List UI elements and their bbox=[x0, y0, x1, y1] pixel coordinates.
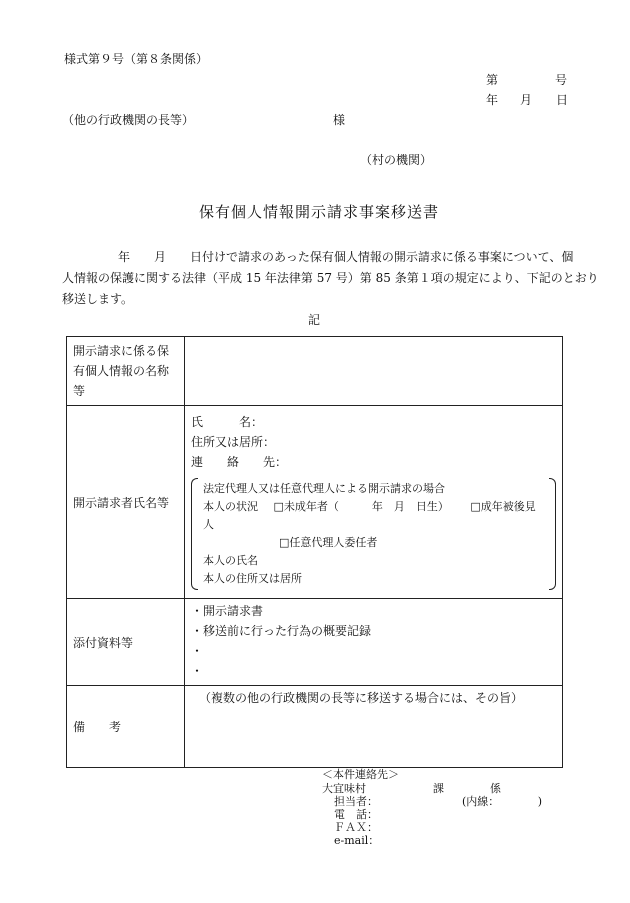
label-info-name-line2: 有個人情報の名称 bbox=[73, 364, 170, 378]
date-month: 月 bbox=[520, 93, 533, 107]
label-info-name-line3: 等 bbox=[73, 384, 86, 398]
attachment-item: ・移送前に行った行為の概要記録 bbox=[191, 624, 372, 638]
label-remarks bbox=[67, 686, 185, 768]
principal-status-row bbox=[203, 498, 546, 534]
value-remarks bbox=[185, 686, 563, 768]
table-row-requester bbox=[67, 406, 563, 599]
table-row-info-name bbox=[67, 337, 563, 406]
agent-heading: 法定代理人又は任意代理人による開示請求の場合 bbox=[203, 482, 445, 495]
value-attachments bbox=[185, 599, 563, 686]
contact-extension: (内線： ) bbox=[462, 795, 543, 808]
principal-address-field: 本人の住所又は居所 bbox=[203, 572, 302, 585]
label-requester-text: 開示請求者氏名等 bbox=[73, 495, 170, 510]
value-requester bbox=[185, 406, 563, 599]
body-line-1: 年 月 日付けで請求のあった保有個人情報の開示請求に係る事案について、個 bbox=[118, 250, 574, 264]
remarks-note: （複数の他の行政機関の長等に移送する場合には、その旨） bbox=[199, 691, 524, 705]
date-year: 年 bbox=[486, 93, 499, 107]
proxy-principal-checkbox[interactable]: □任意代理人委任者 bbox=[279, 536, 378, 549]
adult-ward-checkbox[interactable]: □成年被後見人 bbox=[203, 500, 536, 531]
contact-tel: 電 話： bbox=[334, 808, 378, 821]
requester-address-field: 住所又は居所： bbox=[191, 435, 276, 449]
requester-name-field: 氏 名： bbox=[191, 415, 264, 429]
document-number-prefix: 第 bbox=[486, 73, 499, 87]
table-row-remarks bbox=[67, 686, 563, 768]
contact-org: 大宜味村 bbox=[322, 782, 366, 795]
body-line-2: 人情報の保護に関する法律（平成 15 年法律第 57 号）第 85 条第１項の規定により、下記のとおり bbox=[62, 271, 599, 285]
minor-checkbox[interactable]: □未成年者（ 年 月 日生） bbox=[273, 500, 449, 513]
label-info-name bbox=[67, 337, 185, 406]
table-row-attachments bbox=[67, 599, 563, 686]
agent-bracket bbox=[191, 478, 556, 590]
document-title: 保有個人情報開示請求事案移送書 bbox=[199, 203, 440, 221]
addressee: （他の行政機関の長等） bbox=[62, 113, 195, 127]
principal-name-field: 本人の氏名 bbox=[203, 554, 258, 567]
ki-heading: 記 bbox=[308, 313, 321, 327]
label-requester bbox=[67, 406, 185, 599]
status-label: 本人の状況 bbox=[203, 500, 258, 513]
contact-team: 係 bbox=[490, 782, 501, 795]
form-number: 様式第９号（第８条関係） bbox=[64, 52, 209, 66]
sender: （村の機関） bbox=[360, 153, 433, 167]
attachment-item: ・開示請求書 bbox=[191, 604, 264, 618]
date-day: 日 bbox=[556, 93, 569, 107]
label-remarks-text: 備 考 bbox=[73, 720, 122, 734]
bracket-left bbox=[191, 478, 198, 590]
document-number-suffix: 号 bbox=[555, 73, 568, 87]
attachment-item: ・ bbox=[191, 664, 204, 678]
contact-email: e-mail： bbox=[334, 834, 380, 847]
label-info-name-line1: 開示請求に係る保 bbox=[73, 344, 170, 358]
value-info-name bbox=[185, 337, 563, 406]
bracket-right bbox=[549, 478, 556, 590]
body-line-3: 移送します。 bbox=[62, 292, 134, 306]
label-attachments-text: 添付資料等 bbox=[73, 635, 134, 650]
contact-fax: ＦＡＸ： bbox=[334, 821, 378, 834]
attachment-item: ・ bbox=[191, 644, 204, 658]
label-attachments bbox=[67, 599, 185, 686]
contact-person: 担当者： bbox=[334, 795, 378, 808]
contact-section: 課 bbox=[433, 782, 444, 795]
requester-contact-field: 連 絡 先： bbox=[191, 455, 288, 469]
transfer-table bbox=[66, 336, 563, 768]
contact-heading: ＜本件連絡先＞ bbox=[322, 768, 399, 781]
honorific: 様 bbox=[333, 113, 346, 127]
